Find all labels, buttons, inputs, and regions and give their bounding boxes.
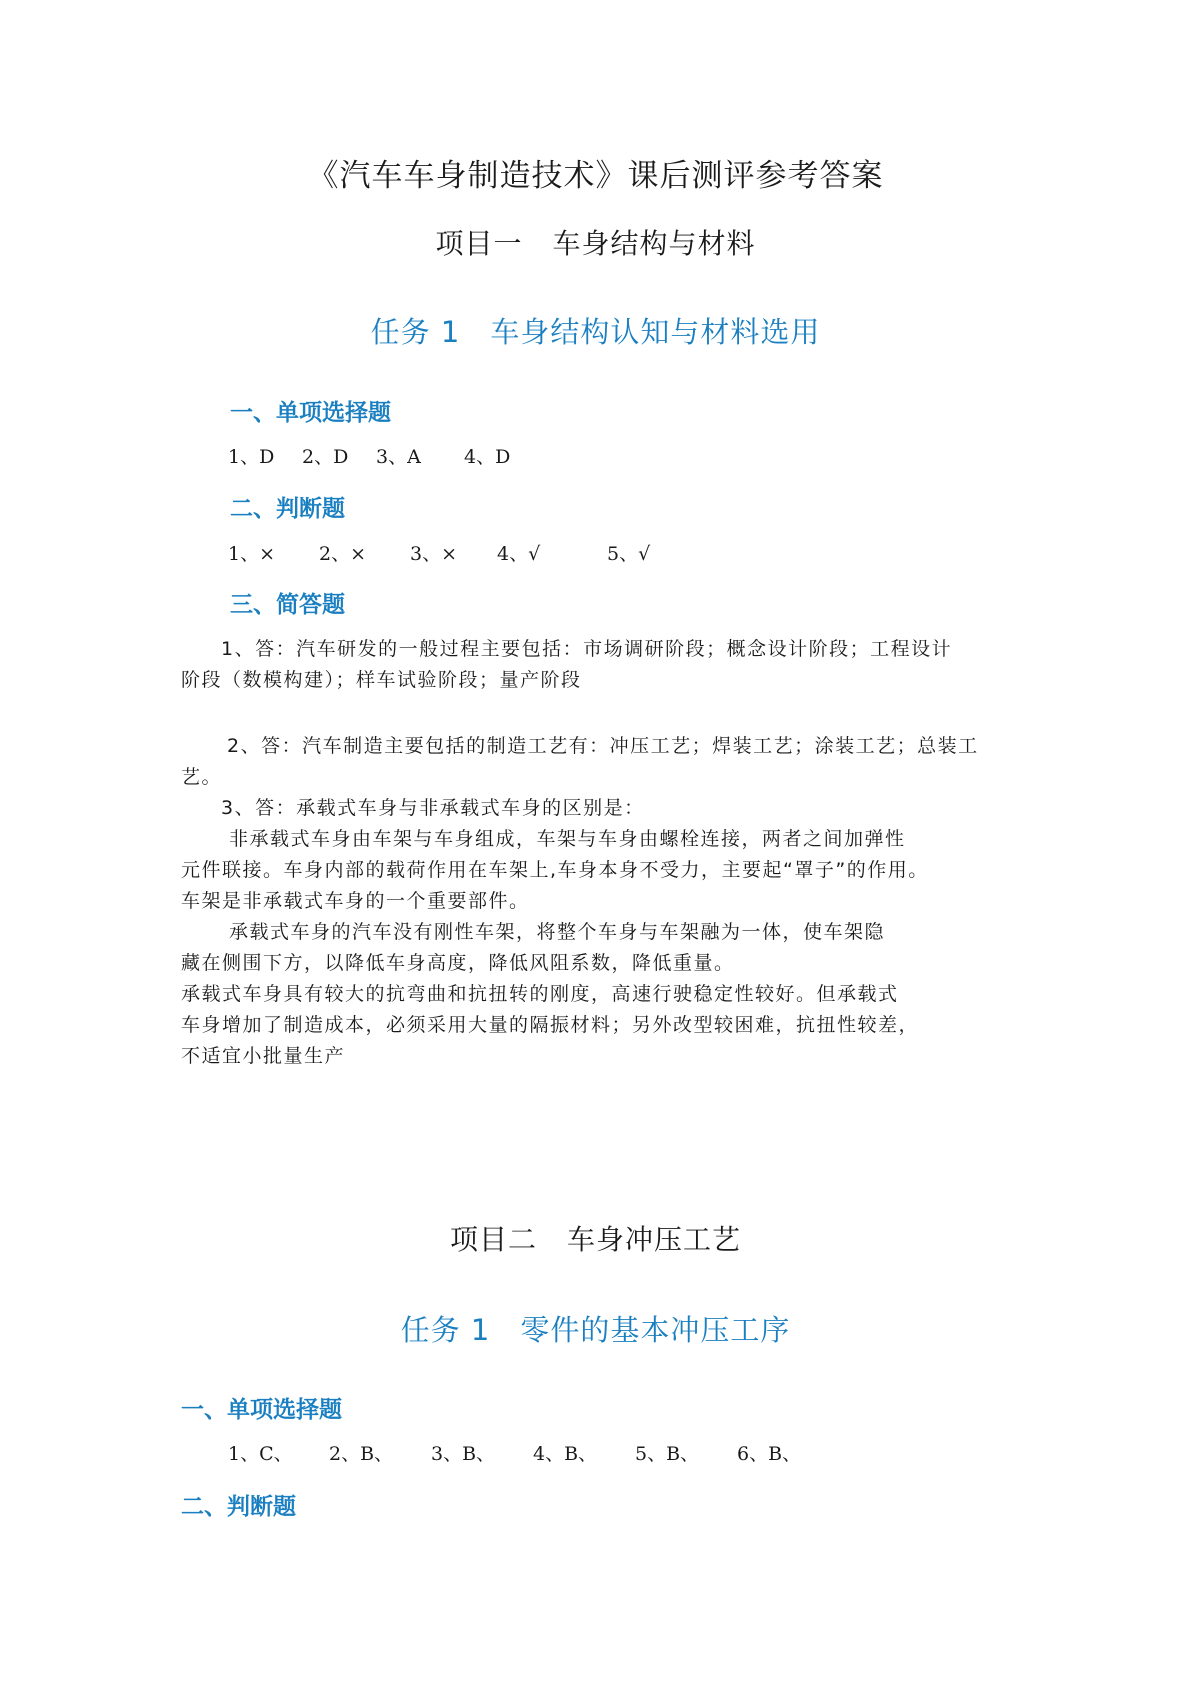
text-line: 车架是非承载式车身的一个重要部件。 [181,890,530,912]
text-line: 非承载式车身由车架与车身组成，车架与车身由螺栓连接，两者之间加弹性 [229,828,906,850]
answer-item: 2、B、 [329,1443,394,1465]
text-line: 阶段（数模构建）；样车试验阶段；量产阶段 [181,669,582,691]
text-line: 元件联接。车身内部的载荷作用在车架上,车身本身不受力，主要起“罩子”的作用。 [181,859,929,881]
text-line: 艺。 [181,766,223,788]
short-answer-2 [181,731,1011,793]
project2-single-choice-answers [228,1439,801,1466]
project2-title-name: 车身冲压工艺 [567,1223,742,1256]
answer-item: 2、D [302,446,349,468]
answer-item: 5、B、 [635,1443,700,1465]
answer-item: 1、× [228,543,276,565]
text-line: 2、答：汽车制造主要包括的制造工艺有：冲压工艺；焊装工艺；涂装工艺；总装工 [227,735,979,757]
answer-item: 2、× [319,543,367,565]
document-title: 《汽车车身制造技术》课后测评参考答案 [307,158,884,194]
answer-item: 6、B、 [737,1443,802,1465]
answer-item: 3、B、 [431,1443,496,1465]
project1-task-title [0,310,1191,351]
project1-task-name: 车身结构认知与材料选用 [490,315,821,349]
project1-true-false-heading: 二、判断题 [230,496,345,522]
answer-item: 4、D [464,446,511,468]
project2-title-prefix: 项目二 [449,1223,537,1256]
project1-single-choice-answers [228,442,510,469]
answer-item: 4、B、 [533,1443,598,1465]
text-line: 3、答：承载式车身与非承载式车身的区别是： [221,797,645,819]
project2-task-title [0,1308,1191,1349]
text-line: 承载式车身具有较大的抗弯曲和抗扭转的刚度，高速行驶稳定性较好。但承载式 [181,983,899,1005]
project1-title [0,222,1191,262]
text-line: 承载式车身的汽车没有刚性车架，将整个车身与车架融为一体，使车架隐 [229,921,886,943]
text-line: 不适宜小批量生产 [181,1045,346,1067]
project1-task-prefix: 任务 1 [370,315,461,349]
project2-task-name: 零件的基本冲压工序 [520,1313,791,1347]
project1-title-name: 车身结构与材料 [552,227,756,260]
project2-true-false-heading: 二、判断题 [181,1494,296,1520]
answer-item: 1、C、 [228,1443,293,1465]
project1-single-choice-heading: 一、单项选择题 [230,400,391,426]
short-answer-1 [181,634,1011,696]
answer-item: 3、× [410,543,458,565]
project2-single-choice-heading: 一、单项选择题 [181,1397,342,1423]
answer-item: 1、D [228,446,275,468]
answer-item: 4、√ [497,543,541,565]
text-line: 车身增加了制造成本，必须采用大量的隔振材料；另外改型较困难，抗扭性较差， [181,1014,920,1036]
project1-title-prefix: 项目一 [435,227,523,260]
project2-task-prefix: 任务 1 [400,1313,491,1347]
short-answer-3 [181,793,1011,1072]
text-line: 藏在侧围下方，以降低车身高度，降低风阻系数，降低重量。 [181,952,735,974]
answer-item: 3、A [376,446,421,468]
answer-item: 5、√ [607,543,651,565]
text-line: 1、答：汽车研发的一般过程主要包括：市场调研阶段；概念设计阶段；工程设计 [221,638,953,660]
project1-short-answer-heading: 三、简答题 [230,592,345,618]
project1-true-false-answers [228,539,650,566]
project2-title [0,1218,1191,1258]
